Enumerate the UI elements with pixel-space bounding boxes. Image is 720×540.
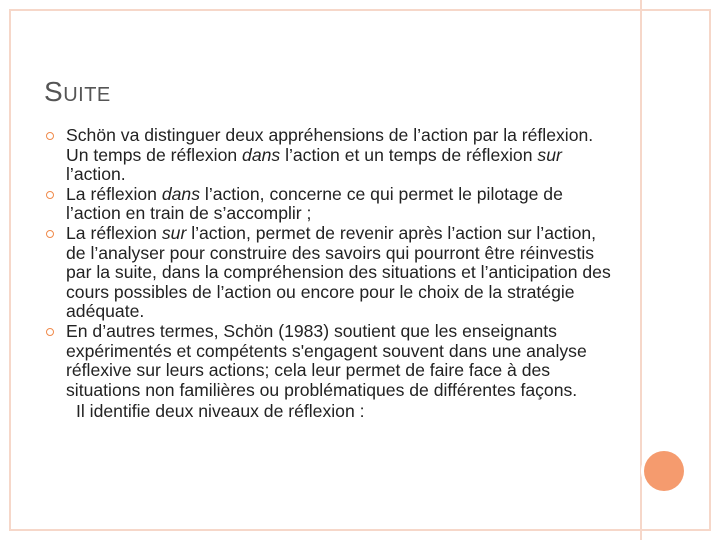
bullet-text: Schön va distinguer deux appréhensions de l’action par la réflexion. Un temps de réflexion xyxy=(66,125,594,165)
bullet-icon xyxy=(46,230,54,238)
title-rest: UITE xyxy=(63,84,111,106)
bullet-text: l’action et un temps de réflexion xyxy=(280,144,538,165)
bullet-text: l’action, permet de revenir après l’action sur l’action, de l’analyser pour construire des savoirs qui pourront être réinvestis par la suite, dans la compréhension des situations et l’anticipation des cours possibles de l’action ou encore pour le choix de la stratégie adéquate. xyxy=(66,222,611,322)
slide-title xyxy=(44,76,111,108)
bullet-emphasis: dans xyxy=(161,183,201,204)
title-first-letter: S xyxy=(44,76,64,107)
bullet-text: La réflexion xyxy=(66,183,162,204)
right-accent-bar xyxy=(640,0,642,540)
bullet-text: l’action, concerne ce qui permet le pilotage de l’action en train de s’accomplir ; xyxy=(66,183,563,224)
list-item xyxy=(46,185,616,224)
accent-dot xyxy=(644,451,684,491)
bullet-icon xyxy=(46,132,54,140)
bullet-text: l’action. xyxy=(66,164,126,185)
bullet-text: En d’autres termes, Schön (1983) soutient que les enseignants expérimentés et compétents s'engagent souvent dans une analyse réflexive sur leurs actions; cela leur permet de faire face à des situations non familières ou problématiques de différentes façons. xyxy=(66,320,587,400)
bullet-icon xyxy=(46,191,54,199)
list-item xyxy=(46,126,616,185)
closing-line: Il identifie deux niveaux de réflexion : xyxy=(76,401,365,422)
bullet-text: La réflexion xyxy=(66,222,162,243)
bullet-emphasis: sur xyxy=(161,222,187,243)
bullet-icon xyxy=(46,328,54,336)
bullet-emphasis: sur xyxy=(537,144,562,165)
bullet-emphasis: dans xyxy=(242,144,281,165)
list-item xyxy=(46,322,616,400)
list-item xyxy=(46,224,616,322)
bullet-list xyxy=(46,126,616,422)
